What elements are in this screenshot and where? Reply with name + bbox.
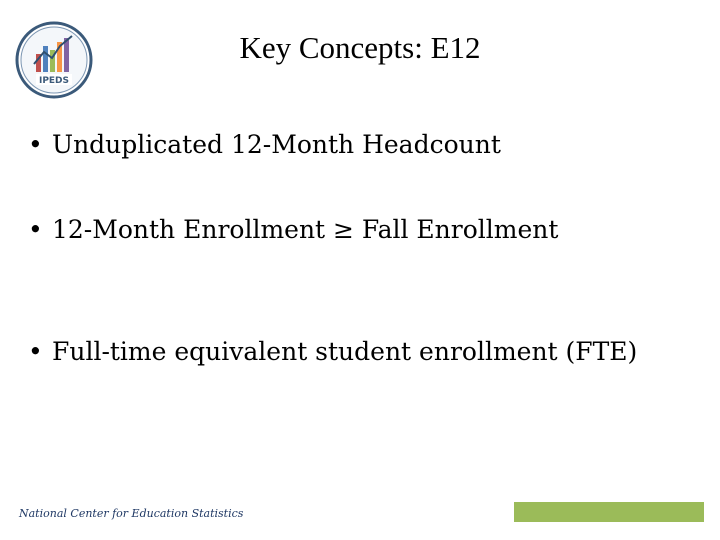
bullet-text: 12-Month Enrollment ≥ Fall Enrollment (52, 215, 559, 244)
bullet-marker: • (28, 337, 43, 366)
bullet-marker: • (28, 130, 43, 159)
footer-accent-bar (514, 502, 704, 522)
bullet-marker: • (28, 215, 43, 244)
ipeds-logo-icon (14, 20, 94, 100)
svg-text:IPEDS: IPEDS (38, 76, 70, 86)
bullet-text: Full-time equivalent student enrollment (FTE) (52, 337, 638, 366)
bullet-item (28, 213, 688, 247)
footer-text: National Center for Education Statistics (19, 507, 244, 520)
bullet-item (28, 335, 688, 369)
slide-title: Key Concepts: E12 (239, 30, 481, 65)
bullet-text: Unduplicated 12-Month Headcount (52, 130, 501, 159)
bullet-item (28, 128, 688, 162)
